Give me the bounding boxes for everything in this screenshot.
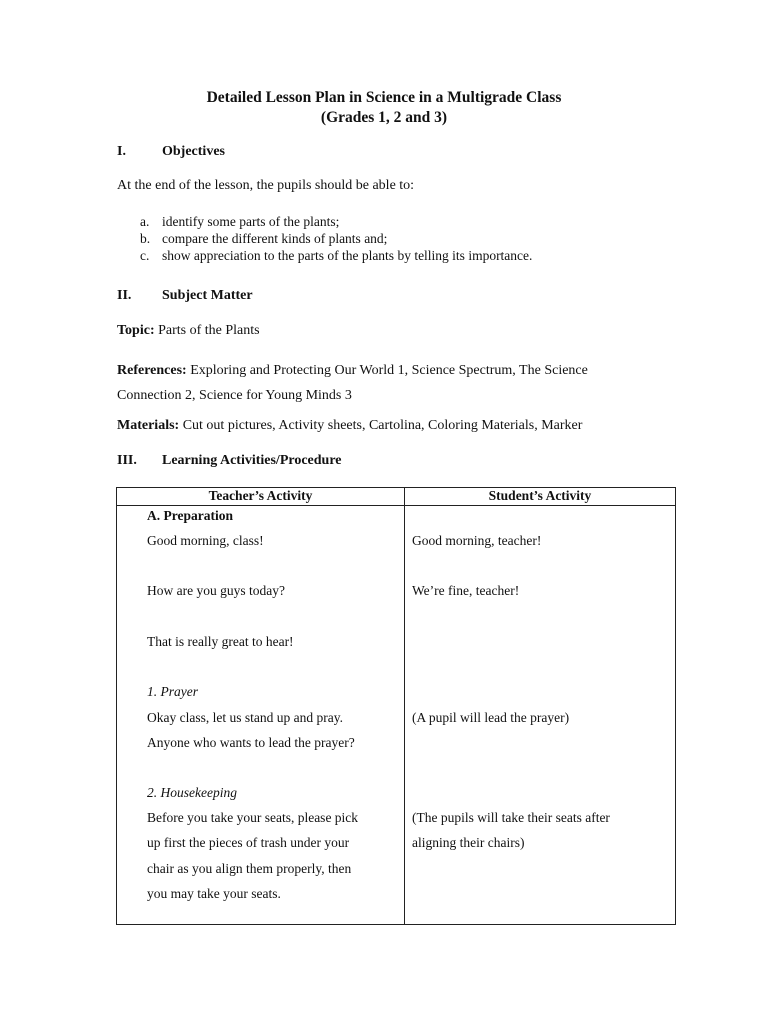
references-label: References: (117, 363, 187, 378)
teacher-great: That is really great to hear! (147, 634, 294, 649)
objectives-intro: At the end of the lesson, the pupils should be able to: (117, 178, 415, 193)
student-activity-cell (405, 506, 676, 925)
student-seats-line-2: aligning their chairs) (412, 835, 525, 850)
teacher-activity-cell (117, 506, 405, 925)
student-fine: We’re fine, teacher! (412, 583, 520, 598)
document-subtitle: (Grades 1, 2 and 3) (320, 109, 448, 126)
list-marker: a. (140, 214, 150, 229)
activities-table (116, 487, 676, 925)
section-heading-subject-matter (117, 288, 253, 304)
references-line-2: Connection 2, Science for Young Minds 3 (117, 388, 352, 403)
references-block (117, 358, 657, 408)
section-heading-objectives (117, 144, 225, 160)
list-item (140, 230, 532, 247)
list-item-text: compare the different kinds of plants and; (162, 231, 388, 246)
list-item-text: identify some parts of the plants; (162, 214, 340, 229)
header-student-activity: Student’s Activity (405, 488, 676, 506)
list-item (140, 213, 532, 230)
teacher-housekeeping-line-1: Before you take your seats, please pick (147, 810, 359, 825)
section-label: Objectives (162, 144, 225, 159)
student-seats-line-1: (The pupils will take their seats after (412, 810, 610, 825)
table-row (117, 506, 676, 925)
prayer-subheading: 1. Prayer (147, 684, 198, 699)
objectives-list (140, 213, 532, 264)
section-label: Subject Matter (162, 288, 253, 303)
section-number: I. (117, 144, 126, 159)
student-greeting: Good morning, teacher! (412, 533, 542, 548)
teacher-greeting: Good morning, class! (147, 533, 264, 548)
section-number: II. (117, 288, 132, 303)
list-marker: b. (140, 231, 151, 246)
topic-label: Topic: (117, 323, 155, 338)
teacher-prayer-line-1: Okay class, let us stand up and pray. (147, 710, 343, 725)
preparation-heading: A. Preparation (147, 508, 233, 523)
materials-value: Cut out pictures, Activity sheets, Cartolina, Coloring Materials, Marker (182, 418, 583, 433)
student-prayer: (A pupil will lead the prayer) (412, 710, 570, 725)
teacher-housekeeping-line-3: chair as you align them properly, then (147, 861, 352, 876)
materials-label: Materials: (117, 418, 180, 433)
topic-value: Parts of the Plants (158, 323, 260, 338)
list-marker: c. (140, 248, 150, 263)
section-heading-activities (117, 453, 342, 469)
references-line-1: Exploring and Protecting Our World 1, Science Spectrum, The Science (190, 363, 588, 378)
materials-line (117, 418, 582, 434)
document-title: Detailed Lesson Plan in Science in a Multigrade Class (206, 89, 562, 106)
list-item-text: show appreciation to the parts of the plants by telling its importance. (162, 248, 533, 263)
teacher-prayer-line-2: Anyone who wants to lead the prayer? (147, 735, 355, 750)
teacher-how-are-you: How are you guys today? (147, 583, 285, 598)
housekeeping-subheading: 2. Housekeeping (147, 785, 237, 800)
teacher-housekeeping-line-2: up first the pieces of trash under your (147, 835, 350, 850)
table-header-row (117, 488, 676, 506)
section-label: Learning Activities/Procedure (162, 453, 342, 468)
teacher-housekeeping-line-4: you may take your seats. (147, 886, 281, 901)
list-item (140, 247, 532, 264)
section-number: III. (117, 453, 137, 468)
header-teacher-activity: Teacher’s Activity (117, 488, 405, 506)
topic-line (117, 323, 260, 339)
